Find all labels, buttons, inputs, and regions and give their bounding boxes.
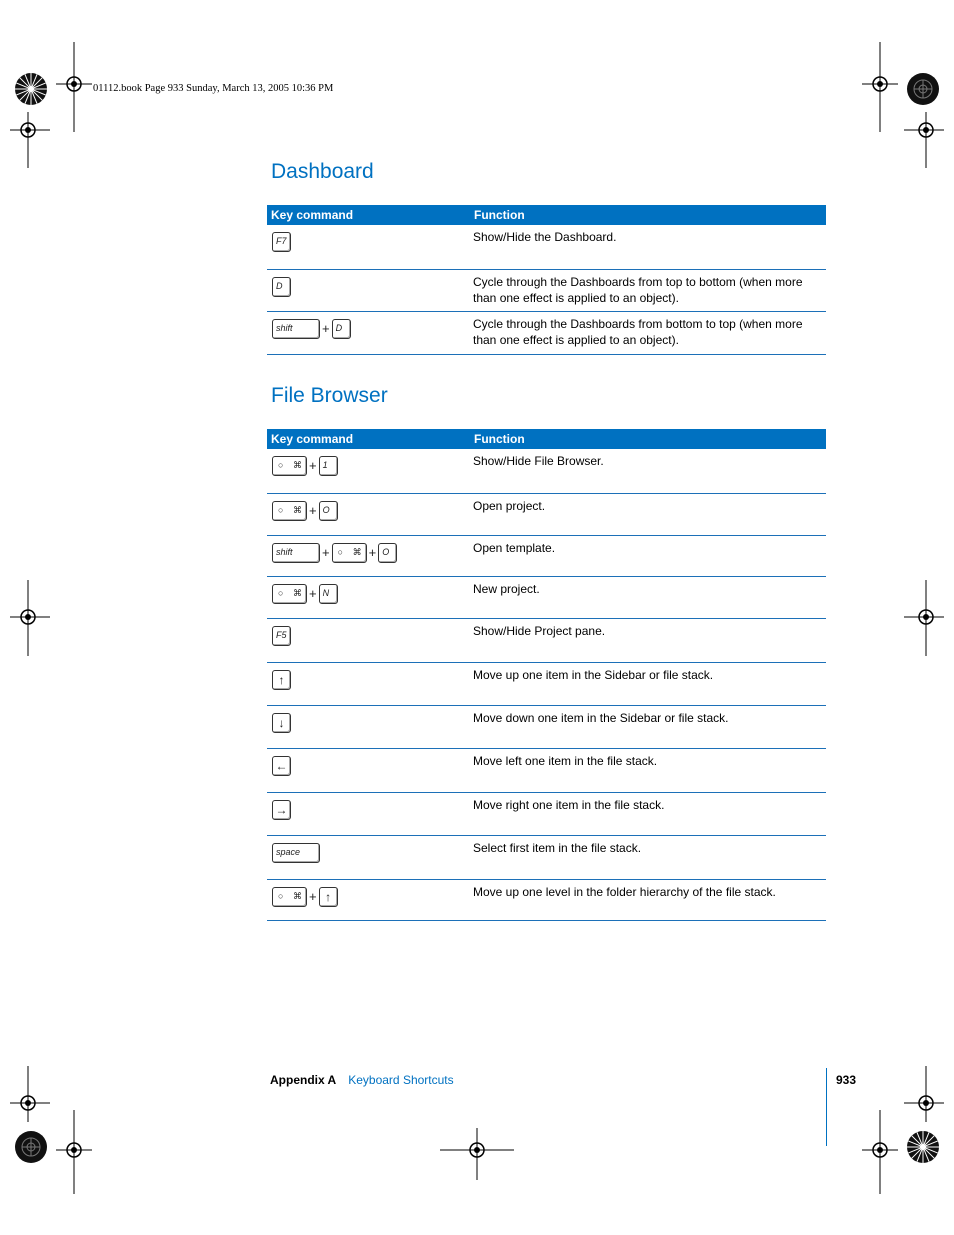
command-icon: ⌘	[293, 460, 302, 470]
crosshair-mark-icon	[10, 1066, 50, 1122]
table-row	[267, 879, 826, 920]
crosshair-mark-icon	[904, 580, 944, 656]
plus-icon: +	[322, 320, 330, 336]
right-arrow-icon: →	[272, 800, 291, 820]
key-command-cell	[267, 576, 470, 618]
key-cap: N	[319, 584, 338, 604]
column-header-function: Function	[470, 429, 826, 449]
key-cap: shift	[272, 543, 320, 563]
key-cap: D	[332, 319, 351, 339]
key-command-cell	[267, 618, 470, 662]
plus-icon: +	[309, 502, 317, 518]
crosshair-mark-icon	[862, 42, 898, 132]
command-key-cap	[332, 543, 367, 563]
key-command-cell	[267, 705, 470, 748]
command-icon: ⌘	[293, 890, 302, 901]
table-row	[267, 748, 826, 792]
function-cell: Show/Hide Project pane.	[470, 618, 826, 662]
table-row	[267, 705, 826, 748]
registration-starburst-icon	[906, 1130, 940, 1164]
registration-starburst-icon	[14, 1130, 48, 1164]
key-cap: space	[272, 843, 320, 863]
page-number: 933	[836, 1073, 857, 1087]
crosshair-mark-icon	[10, 112, 50, 168]
function-cell: Move up one item in the Sidebar or file stack.	[470, 662, 826, 705]
key-command-cell	[267, 748, 470, 792]
apple-icon: ○	[278, 504, 284, 515]
apple-icon: ○	[278, 890, 284, 901]
key-cap: O	[378, 543, 397, 563]
apple-icon: ○	[278, 460, 284, 470]
key-command-cell	[267, 879, 470, 920]
page-footer	[270, 1073, 454, 1087]
plus-icon: +	[309, 585, 317, 601]
key-cap: D	[272, 277, 291, 297]
table-row	[267, 662, 826, 705]
footer-rule	[826, 1068, 827, 1146]
command-key-cap	[272, 584, 307, 604]
section-title-dashboard: Dashboard	[271, 160, 374, 183]
column-header-function: Function	[470, 205, 826, 225]
print-header: 01112.book Page 933 Sunday, March 13, 2005 10:36 PM	[93, 83, 334, 94]
key-command-cell	[267, 835, 470, 879]
down-arrow-icon: ↓	[272, 713, 291, 733]
table-row	[267, 493, 826, 535]
footer-chapter: Keyboard Shortcuts	[348, 1073, 454, 1087]
key-cap: shift	[272, 319, 320, 339]
key-command-cell	[267, 792, 470, 835]
plus-icon: +	[309, 888, 317, 904]
function-cell: Show/Hide File Browser.	[470, 449, 826, 493]
plus-icon: +	[309, 458, 317, 473]
plus-icon: +	[322, 544, 330, 560]
dashboard-shortcuts-table	[267, 205, 826, 355]
key-command-cell	[267, 493, 470, 535]
apple-icon: ○	[278, 587, 284, 598]
table-header-row	[267, 205, 826, 225]
function-cell: Move up one level in the folder hierarchy of the file stack.	[470, 879, 826, 920]
crosshair-mark-icon	[862, 1110, 898, 1194]
key-cap: 1	[319, 456, 338, 476]
function-cell: New project.	[470, 576, 826, 618]
up-arrow-icon: ↑	[319, 887, 338, 907]
column-header-key-command: Key command	[267, 205, 470, 225]
key-command-cell	[267, 449, 470, 493]
file-browser-shortcuts-table	[267, 429, 826, 921]
function-cell: Open project.	[470, 493, 826, 535]
registration-starburst-icon	[14, 72, 48, 106]
command-icon: ⌘	[352, 546, 362, 557]
footer-appendix: Appendix A	[270, 1073, 337, 1087]
crosshair-mark-icon	[904, 1066, 944, 1122]
registration-starburst-icon	[906, 72, 940, 106]
command-key-cap	[272, 456, 307, 476]
table-row	[267, 535, 826, 576]
function-cell: Show/Hide the Dashboard.	[470, 225, 826, 269]
key-cap: O	[319, 501, 338, 521]
command-icon: ⌘	[293, 587, 302, 598]
key-command-cell	[267, 662, 470, 705]
left-arrow-icon: ←	[272, 756, 291, 776]
table-row	[267, 618, 826, 662]
crosshair-mark-icon	[56, 1110, 92, 1194]
column-header-key-command: Key command	[267, 429, 470, 449]
table-row	[267, 311, 826, 354]
crosshair-mark-icon	[904, 112, 944, 168]
table-row	[267, 225, 826, 269]
crosshair-mark-icon	[56, 42, 92, 132]
table-row	[267, 269, 826, 311]
key-command-cell	[267, 311, 470, 354]
table-header-row	[267, 429, 826, 449]
function-cell: Move right one item in the file stack.	[470, 792, 826, 835]
function-cell: Open template.	[470, 535, 826, 576]
command-icon: ⌘	[293, 504, 302, 515]
table-row	[267, 449, 826, 493]
key-command-cell	[267, 269, 470, 311]
command-key-cap	[272, 501, 307, 521]
function-cell: Move left one item in the file stack.	[470, 748, 826, 792]
plus-icon: +	[368, 544, 377, 560]
key-command-cell	[267, 535, 470, 576]
crosshair-mark-icon	[10, 580, 50, 656]
function-cell: Select first item in the file stack.	[470, 835, 826, 879]
key-cap: F5	[272, 626, 291, 646]
key-command-cell	[267, 225, 470, 269]
table-row	[267, 792, 826, 835]
key-cap: F7	[272, 232, 291, 252]
table-row	[267, 835, 826, 879]
function-cell: Move down one item in the Sidebar or file stack.	[470, 705, 826, 748]
function-cell: Cycle through the Dashboards from bottom to top (when more than one effect is applied to an object).	[470, 311, 826, 354]
section-title-file-browser: File Browser	[271, 384, 388, 407]
apple-icon: ○	[337, 546, 344, 557]
crosshair-mark-icon	[440, 1110, 514, 1180]
table-row	[267, 576, 826, 618]
up-arrow-icon: ↑	[272, 670, 291, 690]
command-key-cap	[272, 887, 307, 907]
function-cell: Cycle through the Dashboards from top to bottom (when more than one effect is applied to an object).	[470, 269, 826, 311]
